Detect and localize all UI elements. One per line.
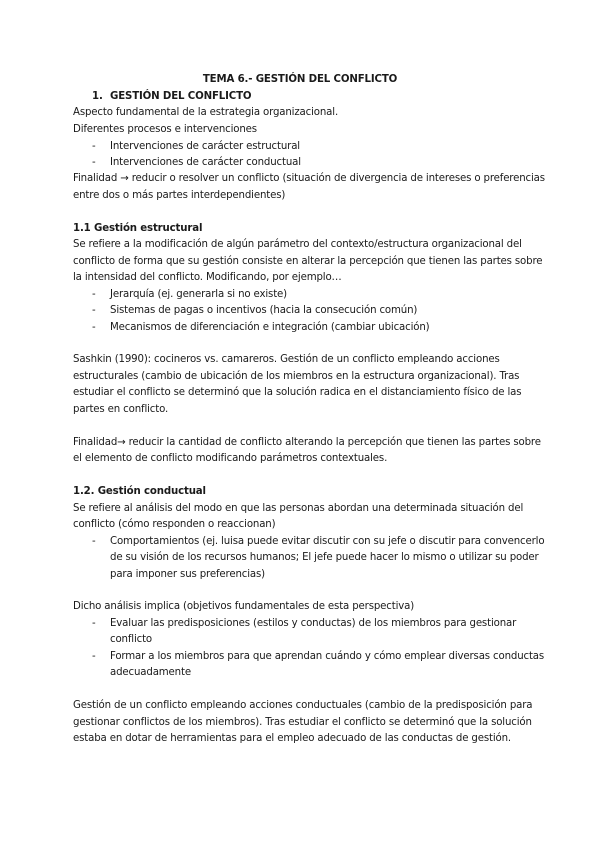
section-1-number: 1. bbox=[92, 91, 103, 102]
bullet-item: Jerarquía (ej. generarla si no existe) bbox=[110, 289, 287, 300]
bullet-item-continuation: para imponer sus preferencias) bbox=[110, 569, 265, 580]
bullet-item: Sistemas de pagas o incentivos (hacia la consecución común) bbox=[110, 305, 418, 316]
bullet-dash: - bbox=[92, 536, 96, 547]
paragraph-line: Finalidad → reducir o resolver un conflicto (situación de divergencia de intereses o preferencias bbox=[73, 173, 545, 184]
section-1-1-heading: 1.1 Gestión estructural bbox=[73, 223, 203, 234]
paragraph-line: estudiar el conflicto se determinó que la solución radica en el distanciamiento físico de las bbox=[73, 387, 522, 398]
paragraph-line: Se refiere al análisis del modo en que las personas abordan una determinada situación del bbox=[73, 503, 524, 514]
bullet-item: Comportamientos (ej. luisa puede evitar discutir con su jefe o discutir para convencerlo bbox=[110, 536, 545, 547]
paragraph-line: la intensidad del conflicto. Modificando, por ejemplo… bbox=[73, 272, 342, 283]
bullet-item-continuation: de su visión de los recursos humanos; El jefe puede hacer lo mismo o utilizar su poder bbox=[110, 552, 539, 563]
section-1-heading: GESTIÓN DEL CONFLICTO bbox=[110, 91, 252, 102]
paragraph-line: Finalidad→ reducir la cantidad de conflicto alterando la percepción que tienen las partes sobre bbox=[73, 437, 541, 448]
bullet-dash: - bbox=[92, 157, 96, 168]
paragraph-line: estructurales (cambio de ubicación de los miembros en la estructura organizacional). Tras bbox=[73, 371, 520, 382]
paragraph-line: entre dos o más partes interdependientes) bbox=[73, 190, 286, 201]
bullet-dash: - bbox=[92, 618, 96, 629]
bullet-item: Mecanismos de diferenciación e integración (cambiar ubicación) bbox=[110, 322, 430, 333]
paragraph-line: Sashkin (1990): cocineros vs. camareros. Gestión de un conflicto empleando acciones bbox=[73, 354, 500, 365]
bullet-item-continuation: conflicto bbox=[110, 634, 153, 645]
paragraph-line: Dicho análisis implica (objetivos fundamentales de esta perspectiva) bbox=[73, 601, 415, 612]
paragraph-line: Diferentes procesos e intervenciones bbox=[73, 124, 257, 135]
bullet-dash: - bbox=[92, 289, 96, 300]
paragraph-line: Aspecto fundamental de la estrategia organizacional. bbox=[73, 107, 339, 118]
bullet-dash: - bbox=[92, 141, 96, 152]
bullet-item-continuation: adecuadamente bbox=[110, 667, 191, 678]
paragraph-line: conflicto de forma que su gestión consiste en alterar la percepción que tienen las partes sobre bbox=[73, 256, 543, 267]
page-title: TEMA 6.- GESTIÓN DEL CONFLICTO bbox=[202, 74, 398, 85]
paragraph-line: estaba en dotar de herramientas para el empleo adecuado de las conductas de gestión. bbox=[73, 733, 512, 744]
bullet-item: Intervenciones de carácter conductual bbox=[110, 157, 301, 168]
paragraph-line: conflicto (cómo responden o reaccionan) bbox=[73, 519, 276, 530]
paragraph-line: Se refiere a la modificación de algún parámetro del contexto/estructura organizacional del bbox=[73, 239, 522, 250]
bullet-dash: - bbox=[92, 651, 96, 662]
paragraph-line: el elemento de conflicto modificando parámetros contextuales. bbox=[73, 453, 388, 464]
paragraph-line: partes en conflicto. bbox=[73, 404, 169, 415]
section-1-2-heading: 1.2. Gestión conductual bbox=[73, 486, 206, 497]
bullet-item: Formar a los miembros para que aprendan cuándo y cómo emplear diversas conductas bbox=[110, 651, 545, 662]
bullet-dash: - bbox=[92, 322, 96, 333]
bullet-item: Evaluar las predisposiciones (estilos y conductas) de los miembros para gestionar bbox=[110, 618, 517, 629]
bullet-item: Intervenciones de carácter estructural bbox=[110, 141, 300, 152]
paragraph-line: gestionar conflictos de los miembros). Tras estudiar el conflicto se determinó que la solución bbox=[73, 717, 532, 728]
bullet-dash: - bbox=[92, 305, 96, 316]
paragraph-line: Gestión de un conflicto empleando acciones conductuales (cambio de la predisposición para bbox=[73, 700, 533, 711]
